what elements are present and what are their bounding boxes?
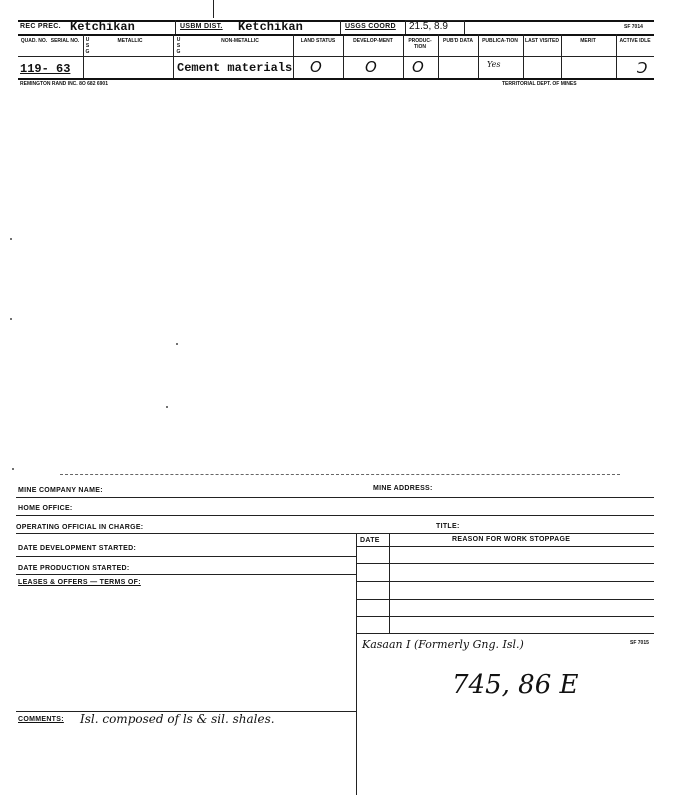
reason-col-label: REASON FOR WORK STOPPAGE xyxy=(452,536,571,543)
row-divider xyxy=(356,563,654,564)
usbm-dist-label: USBM DIST. xyxy=(180,23,223,30)
land-status-value: O xyxy=(310,58,322,76)
col-production: PRODUC-TION xyxy=(408,38,432,50)
row-divider xyxy=(16,533,654,534)
col-merit: MERIT xyxy=(580,38,596,44)
row-divider xyxy=(356,616,654,617)
speck xyxy=(166,406,168,408)
comments-label: COMMENTS: xyxy=(18,716,64,723)
row-divider xyxy=(356,599,654,600)
card-top-edge xyxy=(60,474,620,475)
usbm-dist-value: Ketchikan xyxy=(238,20,303,34)
divider xyxy=(175,20,176,34)
row-divider xyxy=(356,633,654,634)
col-publication: PUBLICA-TION xyxy=(482,38,518,44)
speck xyxy=(10,318,12,320)
footer-right: TERRITORIAL DEPT. OF MINES xyxy=(502,81,577,87)
top-form-number: SF 7014 xyxy=(624,24,643,30)
date-col-divider xyxy=(389,533,390,633)
speck xyxy=(176,343,178,345)
row-divider xyxy=(18,56,654,57)
home-office-label: HOME OFFICE: xyxy=(18,505,73,512)
production-value: O xyxy=(412,58,424,76)
center-divider xyxy=(356,533,357,795)
lower-form-number: SF 7015 xyxy=(630,640,649,646)
col-metallic: METALLIC xyxy=(117,38,143,44)
row-divider xyxy=(16,515,654,516)
mine-company-name-label: MINE COMPANY NAME: xyxy=(18,487,103,494)
leases-label: LEASES & OFFERS — TERMS OF: xyxy=(18,579,141,586)
row-divider xyxy=(16,497,654,498)
divider xyxy=(340,20,341,34)
row-divider xyxy=(16,574,356,575)
mine-address-label: MINE ADDRESS: xyxy=(373,485,433,492)
col-quad-no: QUAD. NO. xyxy=(20,38,48,44)
date-col-label: DATE xyxy=(360,537,380,544)
top-tick-mark xyxy=(213,0,214,18)
rec-prec-value: Ketchikan xyxy=(70,20,135,34)
operating-official-label: OPERATING OFFICIAL IN CHARGE: xyxy=(16,524,144,531)
col-serial-no: SERIAL NO. xyxy=(50,38,80,44)
row-divider xyxy=(356,581,654,582)
footer-left: REMINGTON RAND INC. 8O 682 6901 xyxy=(20,81,108,87)
date-prod-started-label: DATE PRODUCTION STARTED: xyxy=(18,565,130,572)
comments-value: Isl. composed of ls & sil. shales. xyxy=(80,712,275,726)
speck xyxy=(10,238,12,240)
usgs-coord-label: USGS COORD xyxy=(345,23,396,30)
card-bottom-border xyxy=(18,78,654,80)
non-metallic-value: Cement materials xyxy=(177,61,293,75)
quad-serial-value: 119- 63 xyxy=(20,62,71,76)
usgs-coord-box xyxy=(405,20,465,35)
rec-prec-label: REC PREC. xyxy=(20,23,61,30)
row-divider xyxy=(18,34,654,36)
row-divider xyxy=(356,546,654,547)
coord-note: 745, 86 E xyxy=(452,670,579,700)
usgs-coord-value: 21.5, 8.9 xyxy=(409,21,448,32)
row-divider xyxy=(16,556,356,557)
col-last-visited: LAST VISITED xyxy=(525,38,559,44)
title-label: TITLE: xyxy=(436,523,460,530)
col-non-metallic: NON-METALLIC xyxy=(221,38,259,44)
development-value: O xyxy=(365,58,377,76)
col-active-idle: ACTIVE IDLE xyxy=(619,38,651,44)
publication-value: Yes xyxy=(487,60,501,69)
location-note: Kasaan I (Formerly Gng. Isl.) xyxy=(362,638,524,651)
col-usg-right: U S G xyxy=(176,37,181,55)
col-land-status: LAND STATUS xyxy=(300,38,336,44)
date-dev-started-label: DATE DEVELOPMENT STARTED: xyxy=(18,545,137,552)
col-development: DEVELOP-MENT xyxy=(353,38,393,44)
col-usg-left: U S G xyxy=(85,37,90,55)
col-pub-d: PUB'D DATA xyxy=(443,38,473,44)
active-idle-value: Ↄ xyxy=(636,59,647,77)
speck xyxy=(12,468,14,470)
